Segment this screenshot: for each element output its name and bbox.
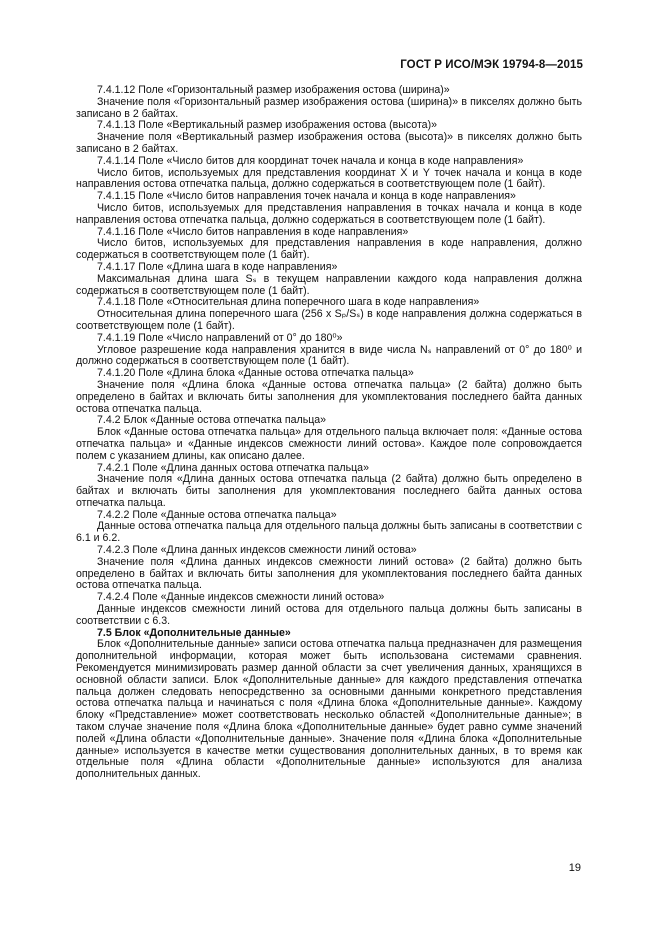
clause-heading: 7.4.2 Блок «Данные остова отпечатка пальца» xyxy=(97,414,327,427)
clause-text: Значение поля «Вертикальный размер изображения остова (высота)» в пикселях должно быть записано в 2 байтах. xyxy=(76,131,582,155)
clause-text: Угловое разрешение кода направления хранится в виде числа Nₛ направлений от 0° до 180⁰ и должно содержаться в соответствующем поле (1 байт). xyxy=(76,343,582,368)
clause-text: Блок «Данные остова отпечатка пальца» для отдельного пальца включает поля: «Данные остова отпечатка пальца» и «Данные индексов смежности линий остова». Каждое поле сопровождается полем с указанием длины, как описано далее. xyxy=(76,426,582,462)
clause-text: Число битов, используемых для представления координат X и Y точек начала и конца в коде направления остова отпечатка пальца, должно содержаться в соответствующем поле (1 байт). xyxy=(76,166,582,191)
page-number: 19 xyxy=(568,862,581,874)
clause-heading: 7.4.1.17 Поле «Длина шага в коде направления» xyxy=(97,260,338,273)
clause-heading: 7.4.1.16 Поле «Число битов направления в коде направления» xyxy=(97,225,409,238)
clause-text: Данные индексов смежности линий остова для отдельного пальца должны быть записаны в соответствии с 6.3. xyxy=(76,603,582,627)
clause-heading: 7.4.2.2 Поле «Данные остова отпечатка пальца» xyxy=(97,508,337,521)
clause-heading: 7.4.1.14 Поле «Число битов для координат точек начала и конца в коде направления» xyxy=(97,154,524,167)
clause-heading: 7.4.1.12 Поле «Горизонтальный размер изображения остова (ширина)» xyxy=(97,84,450,96)
clause-text: Относительная длина поперечного шага (256 x Sₚ/Sₛ) в коде направления должна содержаться в соответствующем поле (1 байт). xyxy=(76,308,582,332)
document-body xyxy=(76,85,582,781)
clause-heading: 7.4.2.3 Поле «Длина данных индексов смежности линий остова» xyxy=(97,544,417,557)
clause-text: Значение поля «Длина данных остова отпечатка пальца (2 байта) должно быть определено в байтах и включать биты заполнения для укомплектования последнего байта данных остова отпечатка пальца. xyxy=(76,473,582,509)
clause-text: Значение поля «Горизонтальный размер изображения остова (ширина)» в пикселях должно быть записано в 2 байтах. xyxy=(76,95,582,120)
clause-text: Данные остова отпечатка пальца для отдельного пальца должны быть записаны в соответствии с 6.1 и 6.2. xyxy=(76,520,582,545)
clause-text: Число битов, используемых для представления направления в точках начала и конца в коде направления остова отпечатка пальца, должно содержаться в соответствующем поле (1 байт). xyxy=(76,201,582,226)
clause-text: Максимальная длина шага Sₛ в текущем направлении каждого кода направления должна содержаться в соответствующем поле (1 байт). xyxy=(76,272,582,297)
clause-heading: 7.4.1.19 Поле «Число направлений от 0° до 180⁰» xyxy=(97,331,343,344)
clause-text: Значение поля «Длина данных индексов смежности линий остова» (2 байта) должно быть определено в байтах и включать биты заполнения для укомплектования последнего байта данных остова отпечатка пальца. xyxy=(76,555,582,592)
section-text: Блок «Дополнительные данные» записи остова отпечатка пальца предназначен для размещения дополнительной информации, которая может быть использована системами сравнения. Рекомендуется минимизировать размер данной области за счет увеличения данных, хранящихся в основной области записи. Блок «Дополнительные данные» для каждого представления отпечатка пальца должен следовать непосредственно за основными данными конкретного представления остова отпечатка пальца и начинаться с поля «Длина блока «Дополнительные данные». Каждому блоку «Представление» может соответствовать несколько областей «Дополнительные данные»; в таком случае значение поля «Длина блока «Дополнительные данные» будет равно сумме значений полей «Длина области «Дополнительные данные». Значение поля «Длина блока «Дополнительные данные» используется в качестве метки существования дополнительных данных, в то время как отдельные поля «Длина области «Дополнительные данные» используются для анализа дополнительных данных. xyxy=(76,638,582,781)
section-heading: 7.5 Блок «Дополнительные данные» xyxy=(97,626,291,639)
clause-heading: 7.4.1.15 Поле «Число битов направления точек начала и конца в коде направления» xyxy=(97,190,516,203)
clause-heading: 7.4.1.20 Поле «Длина блока «Данные остова отпечатка пальца» xyxy=(97,367,414,380)
clause-heading: 7.4.2.1 Поле «Длина данных остова отпечатка пальца» xyxy=(97,461,369,474)
clause-text: Значение поля «Длина блока «Данные остова отпечатка пальца» (2 байта) должно быть определено в байтах и включать биты заполнения для укомплектования последнего байта данных остова отпечатка пальца. xyxy=(76,378,582,415)
clause-text: Число битов, используемых для представления направления в коде направления, должно содержаться в соответствующем поле (1 байт). xyxy=(76,237,582,262)
document-code-header: ГОСТ Р ИСО/МЭК 19794-8—2015 xyxy=(400,59,583,71)
clause-heading: 7.4.2.4 Поле «Данные индексов смежности линий остова» xyxy=(97,591,385,604)
clause-heading: 7.4.1.18 Поле «Относительная длина поперечного шага в коде направления» xyxy=(97,296,480,309)
clause-heading: 7.4.1.13 Поле «Вертикальный размер изображения остова (высота)» xyxy=(97,119,437,132)
